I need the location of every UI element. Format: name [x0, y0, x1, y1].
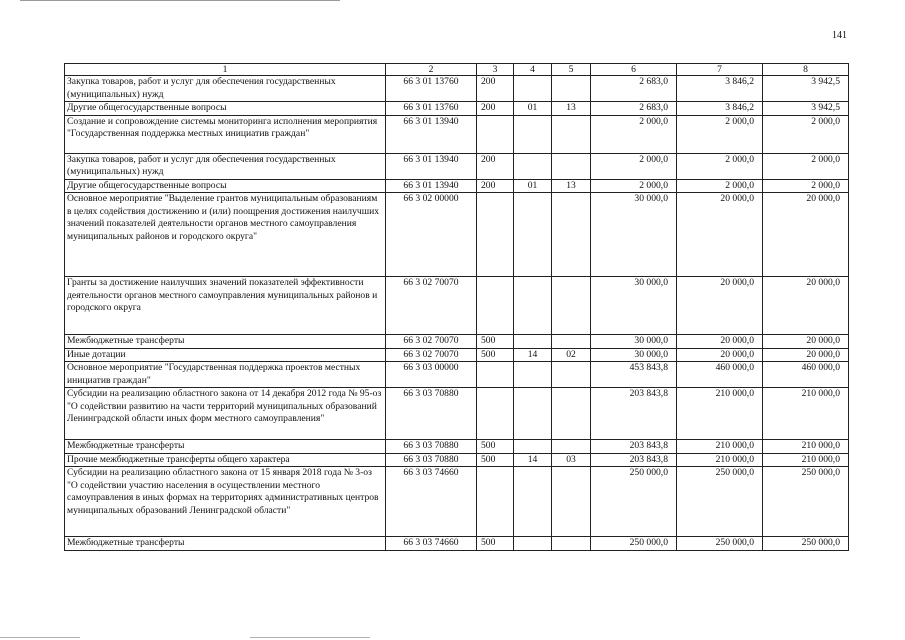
- table-row: [65, 453, 849, 467]
- row-name: Иные дотации: [65, 348, 386, 362]
- scan-top-edge-line: [20, 0, 340, 1]
- row-section: [514, 153, 552, 179]
- row-target-code: 66 3 02 70070: [386, 348, 477, 362]
- row-target-code: 66 3 02 70070: [386, 277, 477, 335]
- row-amount-col6: 250 000,0: [591, 537, 677, 551]
- column-header: 2: [386, 64, 477, 76]
- row-amount-col8: 20 000,0: [763, 335, 849, 349]
- row-expense-type: [477, 467, 514, 537]
- row-amount-col6: 203 843,8: [591, 453, 677, 467]
- budget-table: [64, 63, 849, 551]
- row-expense-type: [477, 388, 514, 440]
- row-amount-col8: 3 942,5: [763, 102, 849, 116]
- row-name: Межбюджетные трансферты: [65, 440, 386, 454]
- row-subsection: 13: [552, 179, 591, 193]
- row-subsection: [552, 193, 591, 277]
- row-amount-col7: 210 000,0: [677, 388, 763, 440]
- table-row: [65, 362, 849, 388]
- row-amount-col6: 30 000,0: [591, 277, 677, 335]
- row-section: [514, 335, 552, 349]
- row-expense-type: 200: [477, 102, 514, 116]
- row-expense-type: 500: [477, 453, 514, 467]
- row-name: Прочие межбюджетные трансферты общего характера: [65, 453, 386, 467]
- row-name: Основное мероприятие "Государственная поддержка проектов местных инициатив граждан": [65, 362, 386, 388]
- row-target-code: 66 3 01 13760: [386, 102, 477, 116]
- row-subsection: 02: [552, 348, 591, 362]
- row-amount-col7: 20 000,0: [677, 335, 763, 349]
- row-section: [514, 76, 552, 102]
- row-amount-col6: 30 000,0: [591, 348, 677, 362]
- row-amount-col6: 2 000,0: [591, 179, 677, 193]
- row-name: Субсидии на реализацию областного закона от 14 декабря 2012 года № 95-оз "О содействии развитию на части территорий муниципальных образований Ленинградской области иных форм местного самоуправления": [65, 388, 386, 440]
- row-amount-col6: 203 843,8: [591, 440, 677, 454]
- table-row: [65, 467, 849, 537]
- row-subsection: [552, 362, 591, 388]
- row-section: [514, 277, 552, 335]
- row-amount-col8: 20 000,0: [763, 277, 849, 335]
- row-subsection: [552, 153, 591, 179]
- row-section: 01: [514, 179, 552, 193]
- row-subsection: [552, 277, 591, 335]
- row-expense-type: [477, 193, 514, 277]
- row-target-code: 66 3 01 13940: [386, 153, 477, 179]
- column-header: 7: [677, 64, 763, 76]
- row-amount-col6: 2 683,0: [591, 102, 677, 116]
- row-name: Гранты за достижение наилучших значений показателей эффективности деятельности органов местного самоуправления муниципальных районов и городского округа: [65, 277, 386, 335]
- row-amount-col6: 30 000,0: [591, 193, 677, 277]
- table-row: [65, 193, 849, 277]
- row-name: Межбюджетные трансферты: [65, 335, 386, 349]
- row-expense-type: [477, 362, 514, 388]
- row-section: [514, 537, 552, 551]
- row-target-code: 66 3 03 70880: [386, 388, 477, 440]
- row-target-code: 66 3 02 70070: [386, 335, 477, 349]
- row-subsection: [552, 440, 591, 454]
- scan-bottom-edge-line: [250, 637, 370, 638]
- row-section: [514, 388, 552, 440]
- row-amount-col8: 3 942,5: [763, 76, 849, 102]
- column-header: 5: [552, 64, 591, 76]
- row-section: 14: [514, 453, 552, 467]
- row-target-code: 66 3 02 00000: [386, 193, 477, 277]
- row-name: Закупка товаров, работ и услуг для обеспечения государственных (муниципальных) нужд: [65, 76, 386, 102]
- column-header: 4: [514, 64, 552, 76]
- row-amount-col7: 250 000,0: [677, 537, 763, 551]
- row-target-code: 66 3 03 00000: [386, 362, 477, 388]
- row-amount-col7: 2 000,0: [677, 179, 763, 193]
- row-amount-col8: 210 000,0: [763, 440, 849, 454]
- row-amount-col8: 2 000,0: [763, 179, 849, 193]
- row-amount-col6: 250 000,0: [591, 467, 677, 537]
- row-amount-col8: 20 000,0: [763, 193, 849, 277]
- table-row: [65, 440, 849, 454]
- row-name: Другие общегосударственные вопросы: [65, 102, 386, 116]
- page-number: 141: [832, 30, 847, 41]
- row-amount-col8: 210 000,0: [763, 453, 849, 467]
- column-header: 3: [477, 64, 514, 76]
- row-expense-type: [477, 115, 514, 153]
- row-target-code: 66 3 03 70880: [386, 440, 477, 454]
- row-expense-type: 500: [477, 348, 514, 362]
- row-amount-col7: 20 000,0: [677, 193, 763, 277]
- row-amount-col7: 3 846,2: [677, 76, 763, 102]
- row-expense-type: [477, 277, 514, 335]
- table-row: [65, 335, 849, 349]
- row-expense-type: 500: [477, 440, 514, 454]
- row-subsection: [552, 388, 591, 440]
- row-expense-type: 200: [477, 76, 514, 102]
- row-amount-col6: 2 683,0: [591, 76, 677, 102]
- row-section: [514, 193, 552, 277]
- row-amount-col7: 2 000,0: [677, 115, 763, 153]
- row-amount-col7: 20 000,0: [677, 277, 763, 335]
- row-subsection: [552, 76, 591, 102]
- row-section: [514, 115, 552, 153]
- row-amount-col8: 210 000,0: [763, 388, 849, 440]
- table-header-row: [65, 64, 849, 76]
- table-row: [65, 153, 849, 179]
- table-row: [65, 348, 849, 362]
- row-section: [514, 440, 552, 454]
- column-header: 6: [591, 64, 677, 76]
- table-row: [65, 115, 849, 153]
- row-amount-col7: 20 000,0: [677, 348, 763, 362]
- column-header: 8: [763, 64, 849, 76]
- row-expense-type: 500: [477, 335, 514, 349]
- row-expense-type: 200: [477, 179, 514, 193]
- row-expense-type: 500: [477, 537, 514, 551]
- row-subsection: 13: [552, 102, 591, 116]
- row-subsection: [552, 115, 591, 153]
- row-amount-col7: 210 000,0: [677, 453, 763, 467]
- row-amount-col6: 203 843,8: [591, 388, 677, 440]
- row-section: [514, 467, 552, 537]
- row-target-code: 66 3 03 70880: [386, 453, 477, 467]
- row-target-code: 66 3 01 13940: [386, 115, 477, 153]
- row-subsection: [552, 467, 591, 537]
- row-amount-col7: 250 000,0: [677, 467, 763, 537]
- row-name: Субсидии на реализацию областного закона от 15 января 2018 года № 3-оз "О содействии участию населения в осуществлении местного самоуправления в иных формах на территориях административных центров муниципальных образований Ленинградской области": [65, 467, 386, 537]
- row-subsection: [552, 335, 591, 349]
- table-row: [65, 277, 849, 335]
- row-amount-col6: 453 843,8: [591, 362, 677, 388]
- row-amount-col7: 460 000,0: [677, 362, 763, 388]
- row-subsection: 03: [552, 453, 591, 467]
- row-expense-type: 200: [477, 153, 514, 179]
- scan-bottom-edge-line: [0, 637, 80, 638]
- row-amount-col7: 3 846,2: [677, 102, 763, 116]
- row-amount-col6: 2 000,0: [591, 153, 677, 179]
- row-amount-col7: 2 000,0: [677, 153, 763, 179]
- column-header: 1: [65, 64, 386, 76]
- row-target-code: 66 3 01 13940: [386, 179, 477, 193]
- table-row: [65, 76, 849, 102]
- row-name: Межбюджетные трансферты: [65, 537, 386, 551]
- table-row: [65, 179, 849, 193]
- row-name: Закупка товаров, работ и услуг для обеспечения государственных (муниципальных) нужд: [65, 153, 386, 179]
- table-row: [65, 537, 849, 551]
- row-target-code: 66 3 03 74660: [386, 467, 477, 537]
- row-amount-col8: 2 000,0: [763, 115, 849, 153]
- row-name: Создание и сопровождение системы мониторинга исполнения мероприятия "Государственная поддержка местных инициатив граждан": [65, 115, 386, 153]
- row-name: Другие общегосударственные вопросы: [65, 179, 386, 193]
- row-amount-col8: 20 000,0: [763, 348, 849, 362]
- row-subsection: [552, 537, 591, 551]
- table-row: [65, 102, 849, 116]
- row-amount-col6: 2 000,0: [591, 115, 677, 153]
- row-amount-col8: 250 000,0: [763, 467, 849, 537]
- row-amount-col8: 460 000,0: [763, 362, 849, 388]
- row-target-code: 66 3 03 74660: [386, 537, 477, 551]
- table-row: [65, 388, 849, 440]
- row-section: 14: [514, 348, 552, 362]
- row-target-code: 66 3 01 13760: [386, 76, 477, 102]
- row-amount-col8: 2 000,0: [763, 153, 849, 179]
- row-section: [514, 362, 552, 388]
- row-amount-col6: 30 000,0: [591, 335, 677, 349]
- row-section: 01: [514, 102, 552, 116]
- row-name: Основное мероприятие "Выделение грантов муниципальным образованиям в целях содействия достижению и (или) поощрения достижения наилучших значений показателей деятельности органов местного самоуправления муниципальных районов и городского округа": [65, 193, 386, 277]
- row-amount-col7: 210 000,0: [677, 440, 763, 454]
- row-amount-col8: 250 000,0: [763, 537, 849, 551]
